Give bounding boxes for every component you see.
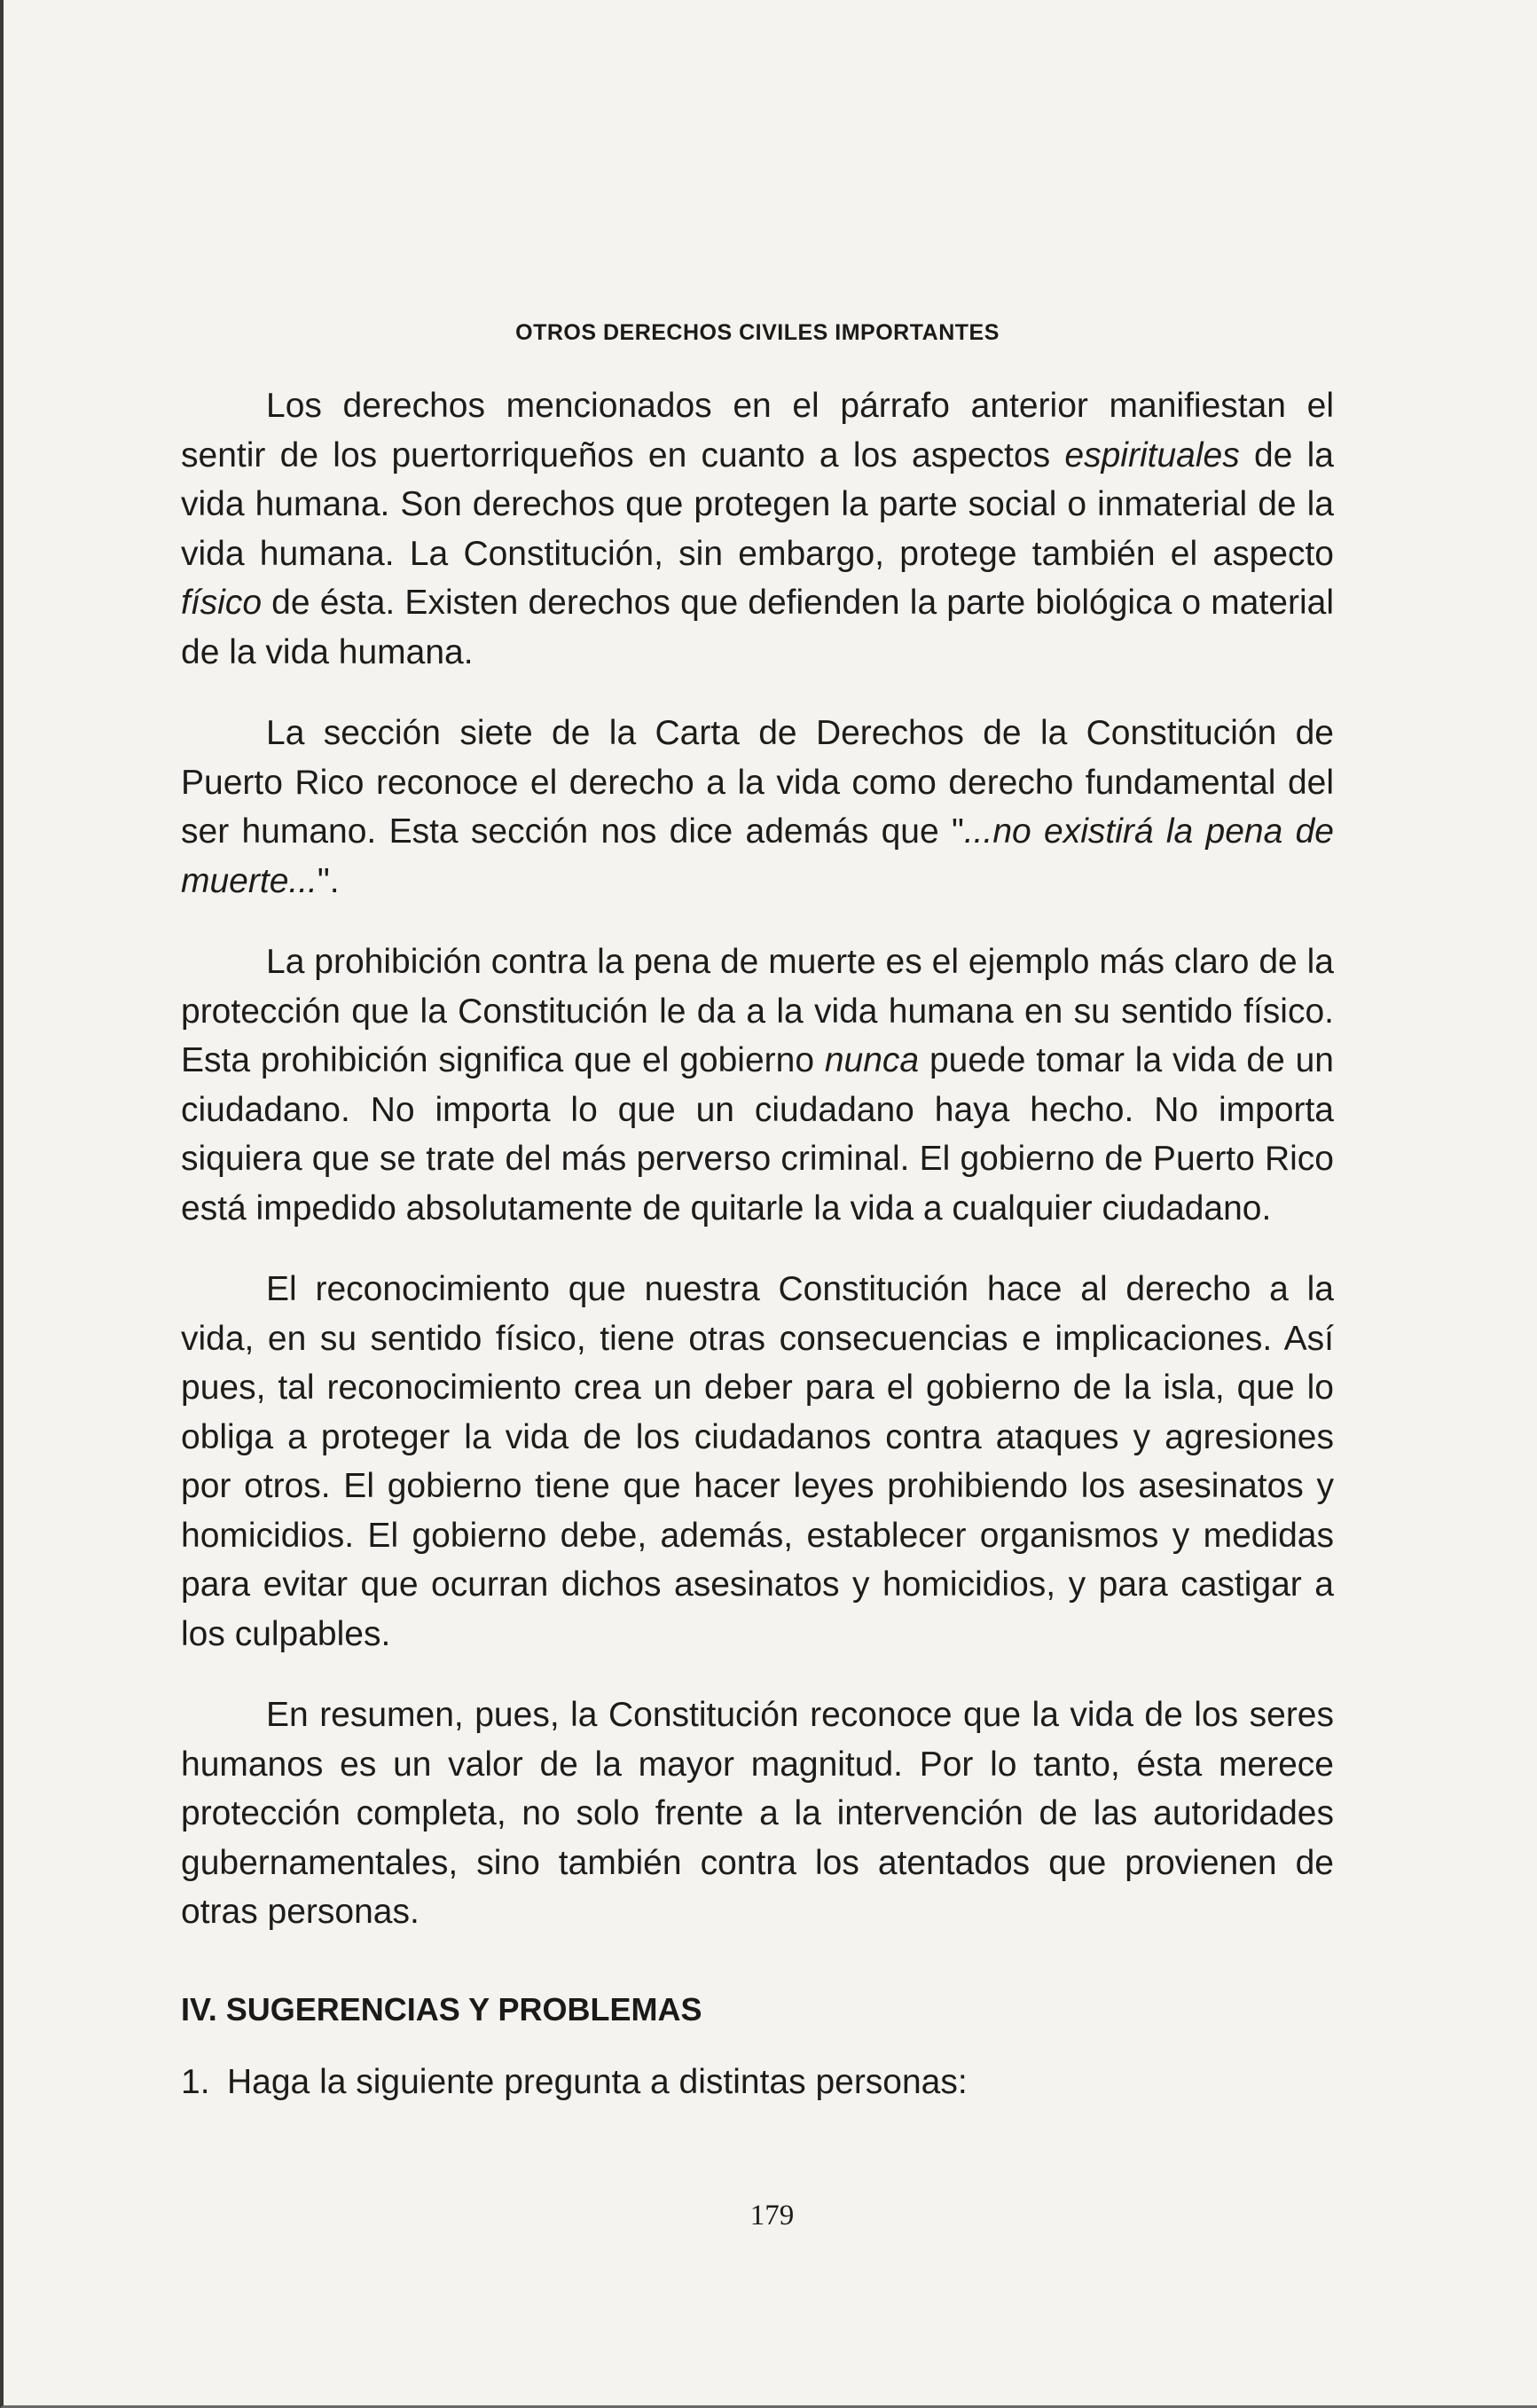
- running-head: OTROS DERECHOS CIVILES IMPORTANTES: [515, 320, 1000, 345]
- paragraph-1-text-c: de la vida humana. Son derechos que protegen la parte social o inmaterial de la vida humana. La Constitución, sin embargo, protege también el aspecto: [181, 435, 1334, 573]
- paragraph-3-text-a: La prohibición contra la pena de muerte es el ejemplo más claro de la protección que la Constitución le da a la vida humana en su sentido físico. Esta prohibición significa que el gobierno: [181, 943, 1334, 1079]
- list-item-number: 1.: [181, 2062, 210, 2101]
- paragraph-2-text-a: La sección siete de la Carta de Derechos de la Constitución de Puerto Rico reconoce el derecho a la vida como derecho fundamental del ser humano. Esta sección nos dice además que ": [181, 714, 1334, 851]
- paragraph-3: [181, 937, 1334, 1233]
- page-body: [181, 319, 1334, 2106]
- paragraph-2-quote: ...no existirá la pena de muerte...: [181, 812, 1334, 900]
- paragraph-4: El reconocimiento que nuestra Constitución hace al derecho a la vida, en su sentido físico, tiene otras consecuencias e implicaciones. Así pues, tal reconocimiento crea un deber para el gobierno de la isla, que lo obliga a proteger la vida de los ciudadanos contra ataques y agresiones por otros. El gobierno tiene que hacer leyes prohibiendo los asesinatos y homicidios. El gobierno debe, además, establecer organismos y medidas para evitar que ocurran dichos asesinatos y homicidios, y para castigar a los culpables.: [181, 1270, 1334, 1653]
- list-item: [181, 2058, 1334, 2107]
- section-heading: IV. SUGERENCIAS Y PROBLEMAS: [181, 1990, 702, 2028]
- paragraph-3-text-c: puede tomar la vida de un ciudadano. No importa lo que un ciudadano haya hecho. No importa siquiera que se trate del más perverso criminal. El gobierno de Puerto Rico está impedido absolutamente de quitarle la vida a cualquier ciudadano.: [181, 1041, 1334, 1228]
- paragraph-2-text-c: ".: [317, 861, 340, 900]
- paragraph-1-text-a: Los derechos mencionados en el párrafo anterior manifiestan el sentir de los puertorriqueños en cuanto a los aspectos: [181, 387, 1334, 475]
- paragraph-1-emphasis-fisico: físico: [181, 584, 263, 622]
- paragraph-1: [181, 381, 1334, 677]
- paragraph-1-text-e: de ésta. Existen derechos que defienden la parte biológica o material de la vida humana.: [181, 584, 1334, 671]
- paragraph-3-emphasis-nunca: nunca: [824, 1041, 920, 1079]
- page-number: 179: [749, 2200, 795, 2232]
- paragraph-1-emphasis-espirituales: espirituales: [1064, 435, 1240, 475]
- list-item-text: Haga la siguiente pregunta a distintas personas:: [227, 2062, 968, 2101]
- paragraph-2: [181, 709, 1334, 906]
- paragraph-5: En resumen, pues, la Constitución reconoce que la vida de los seres humanos es un valor de la mayor magnitud. Por lo tanto, ésta merece protección completa, no solo frente a la intervención de las autoridades gubernamentales, sino también contra los atentados que provienen de otras personas.: [181, 1696, 1334, 1931]
